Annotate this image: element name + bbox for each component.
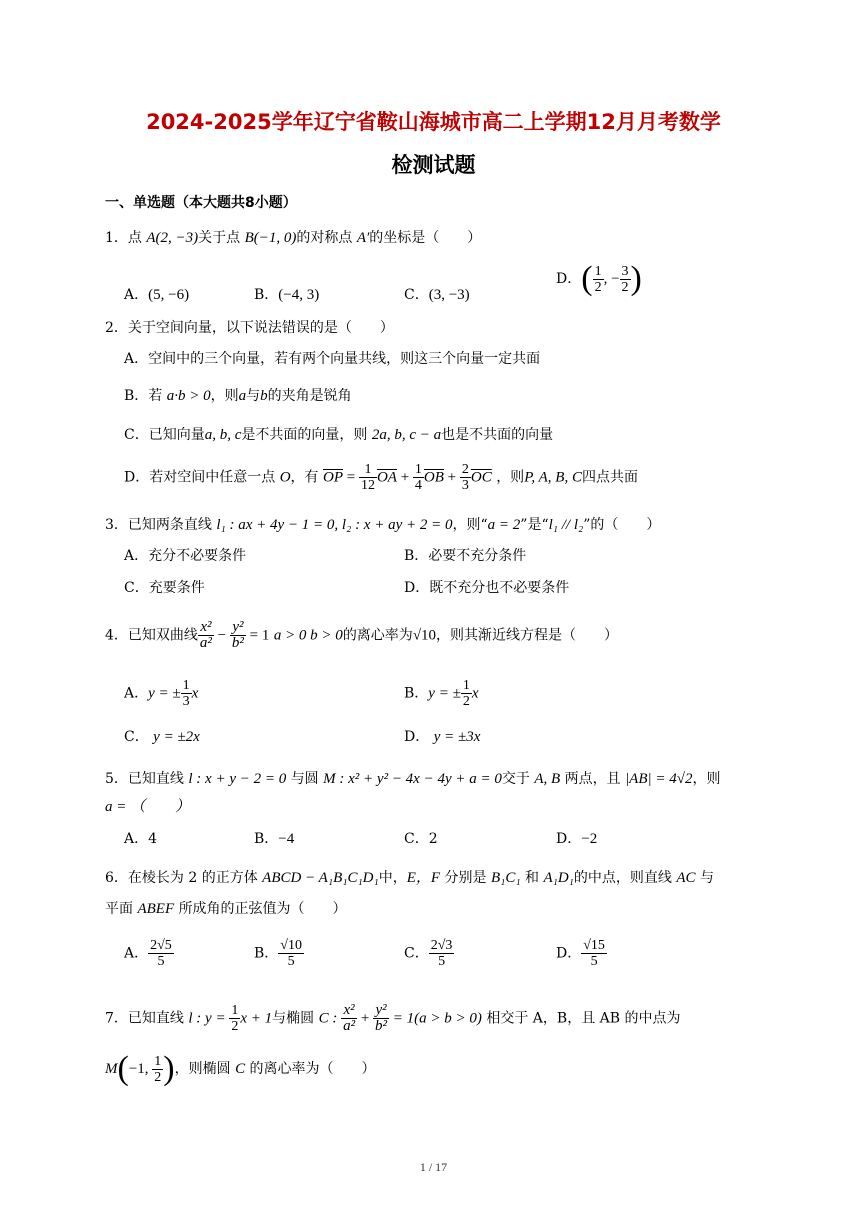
- q3-option-b: B．必要不充分条件: [404, 548, 527, 564]
- page-number: 1 / 17: [419, 1160, 448, 1174]
- q5-option-b: B．−4: [254, 831, 295, 847]
- q1-option-a: A．(5, −6): [124, 287, 190, 303]
- question-5-stem: 5．已知直线 l : x + y − 2 = 0 与圆 M : x² + y² − 4x − 4y + a = 0交于 A, B 两点，且 |AB| = 4√2，则: [105, 771, 721, 787]
- q2-option-b: B．若 a·b > 0，则a与b的夹角是锐角: [124, 388, 352, 404]
- q4-option-a: A．y = ± $\frac{1}{3}$ x: [124, 678, 199, 709]
- q5-option-d: D．−2: [556, 831, 598, 847]
- q2-option-c: C．已知向量a, b, c是不共面的向量，则 2a, b, c − a也是不共面的向量: [124, 427, 554, 443]
- q6-option-d: D． $\frac{√15}{5}$: [556, 938, 605, 969]
- q6-option-a: A． $\frac{2√5}{5}$: [124, 938, 172, 969]
- question-4-stem: 4．已知双曲线 $\frac{\text{x²}}{\text{a²}}$ − $\frac{\text{y²}}{\text{b²}}$ = 1 a > 0 b > 0的离心率为√10，则其渐近线方程是（ ）: [105, 619, 619, 651]
- question-1-stem: 1．点 A(2, −3)关于点 B(−1, 0)的对称点 A′的坐标是（ ）: [105, 230, 482, 246]
- q6-option-c: C． $\frac{2√3}{5}$: [404, 938, 453, 969]
- q3-option-c: C．充要条件: [124, 580, 205, 596]
- question-3-stem: 3．已知两条直线 l₁ : ax + 4y − 1 = 0, l₂ : x + ay + 2 = 0，则“a = 2”是“l₁ // l₂”的（ ）: [105, 517, 661, 533]
- section-heading: 一、单选题（本大题共8小题）: [105, 195, 297, 211]
- question-7-stem: 7．已知直线 l : y = $\frac{1}{2}$ x + 1与椭圆 C : $\frac{\text{x²}}{\text{a²}}$ + $\frac{\text{y²}}{\text{b²}}$ = 1(a > b > 0) 相交于 A，B，且 AB 的中点为: [105, 1002, 681, 1034]
- q3-option-d: D．既不充分也不必要条件: [404, 580, 570, 596]
- question-5-continued: a = （ ）: [105, 799, 191, 815]
- title-line-2: 检测试题: [391, 153, 476, 177]
- q5-option-c: C．2: [404, 831, 438, 847]
- q4-option-c: C． y = ±2x: [124, 729, 200, 745]
- question-2-stem: 2．关于空间向量，以下说法错误的是（ ）: [105, 320, 394, 336]
- q1-option-d: D．( $\frac{1}{2}$ , − $\frac{3}{2}$ ): [556, 260, 642, 297]
- q4-option-d: D． y = ±3x: [404, 729, 481, 745]
- q2-option-a: A．空间中的三个向量，若有两个向量共线，则这三个向量一定共面: [124, 351, 541, 367]
- question-6-continued: 平面 ABEF 所成角的正弦值为（ ）: [105, 901, 347, 917]
- q1-option-c: C．(3, −3): [404, 287, 470, 303]
- q6-option-b: B． $\frac{√10}{5}$: [254, 938, 302, 969]
- q4-option-b: B．y = ± $\frac{1}{2}$ x: [404, 678, 479, 709]
- q2-option-d: D．若对空间中任意一点 O，有 $\overline{OP}$ = $\frac{1}{12}$ $\overline{OA}$ + $\frac{1}{4}$ $\overline{OB}$ + $\frac{2}{3}$ $\overline{OC}$ ，则P, A, B, C四点共面: [124, 462, 638, 493]
- question-7-continued: M(−1, $\frac{1}{2}$ )，则椭圆 C 的离心率为（ ）: [105, 1050, 376, 1087]
- question-6-stem: 6．在棱长为 2 的正方体 ABCD − A₁B₁C₁D₁中，E，F 分别是 B₁C₁ 和 A₁D₁的中点，则直线 AC 与: [105, 870, 714, 886]
- q1-option-b: B．(−4, 3): [254, 287, 320, 303]
- title-line-1: 2024-2025学年辽宁省鞍山海城市高二上学期12月月考数学: [146, 110, 721, 134]
- q3-option-a: A．充分不必要条件: [124, 548, 247, 564]
- q5-option-a: A．4: [124, 831, 158, 847]
